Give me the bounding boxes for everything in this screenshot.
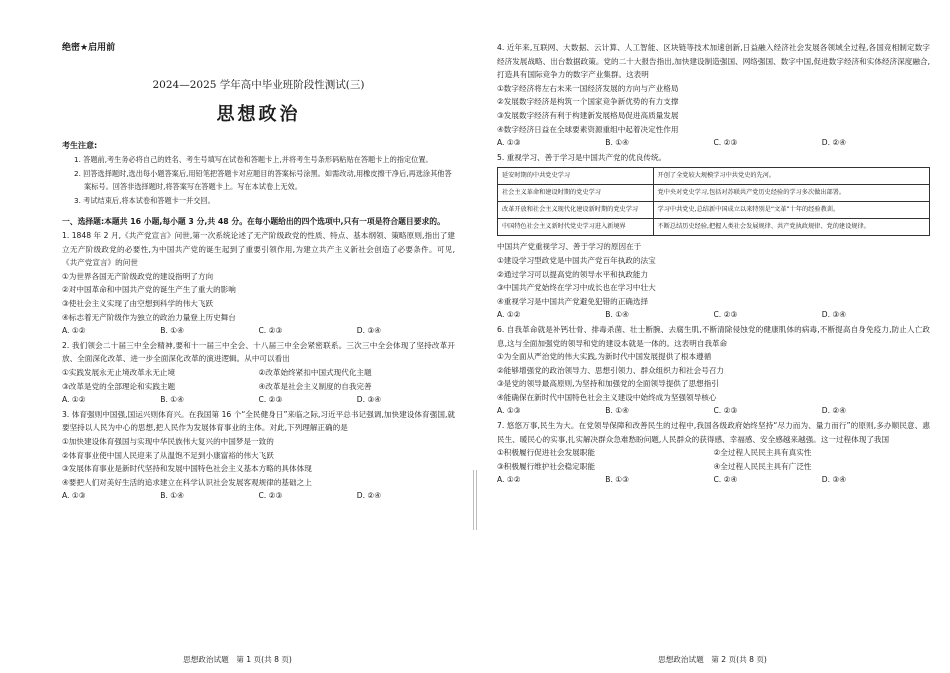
choice-a: A. ①② — [497, 475, 521, 485]
choice-a: A. ①③ — [62, 491, 86, 501]
table-cell-desc: 开创了全党较大规模学习中共党史的先河。 — [653, 168, 929, 185]
question-stem: 4. 近年来,互联网、大数据、云计算、人工智能、区块链等技术加速创新,日益融入经济社会发展各领域全过程,各国竞相制定数字经济发展战略、出台数据政策。党的二十大报告指出,加快建设制造强国、网络强国、数字中国,促进数字经济和实体经济深度融合,打造具有国际竞争力的数字产业集群。这表明 — [497, 43, 930, 80]
option: ①为全面从严治党的伟大实践,为新时代中国发展提供了根本遵循 — [497, 352, 712, 362]
choice-a: A. ①② — [62, 395, 86, 405]
option: ②发展数字经济是构筑一个国家竞争新优势的有力支撑 — [497, 97, 679, 107]
table-cell-era: 中国特色社会主义新时代党史学习进入新境界 — [498, 219, 654, 236]
question-stem: 2. 我们领会二十届三中全会精神,要和十一届三中全会、十八届三中全会紧密联系。三次三中全会体现了坚持改革开放、全面深化改革、进一步全面深化改革的演进逻辑。从中可以看出 — [62, 340, 455, 364]
choice-c: C. ②③ — [258, 491, 283, 501]
table-cell-desc: 不断总结历史经验,把握人类社会发展规律、共产党执政规律、党的建设规律。 — [653, 219, 929, 236]
choice-d: D. ②④ — [821, 406, 847, 416]
option: ①建设学习型政党是中国共产党百年执政的法宝 — [497, 255, 656, 265]
option: ②改革始终紧扣中国式现代化主题 — [258, 367, 372, 377]
option: ④重视学习是中国共产党避免犯错的正确选择 — [497, 296, 649, 306]
question-3 — [62, 408, 455, 503]
answer-choices — [497, 308, 930, 322]
question-stem: 7. 悠悠万事,民生为大。在党领导保障和改善民生的过程中,我国各级政府始终坚持“尽力而为、量力而行”的原则,多办顺民意、惠民生、暖民心的实事,扎实解决群众急难愁盼问题,人民群众的获得感、幸福感、安全感越来越强。这一过程体现了我国 — [497, 421, 930, 444]
table-cell-desc: 学习中共党史,总结新中国成立以来特别是“文革”十年的经验教训。 — [653, 202, 929, 219]
option: ③使社会主义实现了由空想到科学的伟大飞跃 — [62, 298, 214, 308]
question-stem: 3. 体育强则中国强,国运兴则体育兴。在我国第 16 个“全民健身日”来临之际,习近平总书记强调,加快建设体育强国,就要坚持以人民为中心的思想,把人民作为发展体育事业的主体。对此,下列理解正确的是 — [62, 409, 455, 433]
table-row — [498, 168, 930, 185]
choice-b: B. ①④ — [605, 406, 629, 416]
choice-d: D. ②④ — [356, 491, 382, 501]
answer-choices — [497, 136, 930, 150]
option: ②通过学习可以提高党的领导水平和执政能力 — [497, 269, 649, 279]
option: ④标志着无产阶级作为独立的政治力量登上历史舞台 — [62, 312, 236, 322]
option: ①实践发展永无止境改革永无止境 — [62, 367, 176, 377]
notice-item: 1. 答题前,考生务必将自己的姓名、考生号填写在试卷和答题卡上,并将考生号条形码粘贴在答题卡上的指定位置。 — [74, 155, 433, 164]
choice-b: B. ①④ — [605, 310, 629, 320]
choice-c: C. ②③ — [258, 326, 283, 336]
question-1 — [62, 229, 455, 338]
question-lead: 中国共产党重视学习、善于学习的原因在于 — [497, 242, 642, 252]
table-row — [498, 202, 930, 219]
option: ③中国共产党始终在学习中成长也在学习中壮大 — [497, 283, 656, 293]
notice-list — [62, 153, 455, 207]
option: ④全过程人民民主具有广泛性 — [713, 461, 812, 471]
option: ③发展数字经济有利于构建新发展格局促进高质量发展 — [497, 110, 679, 120]
choice-d: D. ②④ — [821, 138, 847, 148]
option: ④改革是社会主义制度的自我完善 — [258, 381, 372, 391]
exam-title: 2024—2025 学年高中毕业班阶段性测试(三) — [152, 79, 365, 91]
secret-mark: 绝密★启用前 — [62, 43, 116, 53]
question-stem: 1. 1848 年 2 月,《共产党宣言》问世,第一次系统论述了无产阶级政党的性质、特点、基本纲领、策略原则,指出了建立无产阶级政党的必要性,为中国共产党的诞生起到了重要引领作用,为建立共产主义新社会创造了必要条件。可见,《共产党宣言》的问世 — [62, 231, 455, 268]
question-5 — [497, 151, 930, 322]
choice-b: B. ①④ — [160, 326, 184, 336]
history-table — [497, 167, 930, 236]
question-stem: 6. 自我革命就是补钙壮骨、排毒杀菌、壮士断腕、去腐生肌,不断清除侵蚀党的健康肌体的病毒,不断提高自身免疫力,防止人亡政息,这与全面加强党的领导和党的建设本就是一体的。这表明自我革命 — [497, 324, 930, 348]
notice-heading: 考生注意: — [62, 141, 98, 150]
question-6 — [497, 323, 930, 418]
question-2 — [62, 339, 455, 407]
page-2 — [475, 0, 950, 673]
answer-choices — [497, 404, 930, 418]
option-grid — [62, 366, 455, 393]
question-7 — [497, 419, 930, 487]
choice-b: B. ①④ — [160, 491, 184, 501]
choice-d: D. ③④ — [356, 326, 382, 336]
answer-choices — [62, 324, 455, 338]
option: ④数字经济日益在全球要素资源重组中起着决定性作用 — [497, 124, 679, 134]
question-4 — [497, 41, 930, 150]
table-cell-era: 社会主义革命和建设时期的党史学习 — [498, 185, 654, 202]
choice-b: B. ①④ — [160, 395, 184, 405]
option: ③发展体育事业是新时代坚持和发展中国特色社会主义基本方略的具体体现 — [62, 464, 312, 474]
choice-c: C. ②③ — [258, 395, 283, 405]
choice-d: D. ③④ — [821, 475, 847, 485]
answer-choices — [62, 489, 455, 503]
choice-c: C. ②④ — [713, 475, 738, 485]
table-row — [498, 185, 930, 202]
choice-c: C. ②③ — [713, 310, 738, 320]
option: ②能够增强党的政治领导力、思想引领力、群众组织力和社会号召力 — [497, 365, 725, 375]
table-cell-era: 改革开放和社会主义现代化建设新时期的党史学习 — [498, 202, 654, 219]
option: ③积极履行维护社会稳定职能 — [497, 461, 595, 471]
option-grid — [497, 446, 930, 473]
section-heading: 一、选择题:本题共 16 小题,每小题 3 分,共 48 分。在每小题给出的四个选项中,只有一项是符合题目要求的。 — [62, 217, 445, 226]
question-stem: 5. 重视学习、善于学习是中国共产党的优良传统。 — [497, 152, 667, 162]
choice-b: B. ①③ — [605, 475, 629, 485]
choice-b: B. ①④ — [605, 138, 629, 148]
option: ②全过程人民民主具有真实性 — [713, 448, 812, 458]
page-footer: 思想政治试题 第 2 页(共 8 页) — [658, 655, 767, 664]
choice-a: A. ①② — [497, 310, 521, 320]
choice-c: C. ②③ — [713, 406, 738, 416]
option: ①为世界各国无产阶级政党的建设指明了方向 — [62, 271, 214, 281]
choice-d: D. ③④ — [356, 395, 382, 405]
table-row — [498, 219, 930, 236]
notice-item: 3. 考试结束后,将本试卷和答题卡一并交回。 — [74, 195, 215, 205]
option: ①积极履行促进社会发展职能 — [497, 448, 595, 458]
option: ④要把人们对美好生活的追求建立在科学认识社会发展客观规律的基础之上 — [62, 477, 312, 487]
option: ③改革是党的全部理论和实践主题 — [62, 381, 176, 391]
choice-c: C. ②③ — [713, 138, 738, 148]
choice-a: A. ①③ — [497, 138, 521, 148]
table-cell-desc: 党中央对党史学习,包括对苏联共产党历史经验的学习多次做出部署。 — [653, 185, 929, 202]
choice-a: A. ①② — [62, 326, 86, 336]
option: ③是党的领导最高原则,为坚持和加强党的全面领导提供了思想指引 — [497, 379, 719, 389]
option: ①数字经济将左右未来一国经济发展的方向与产业格局 — [497, 83, 679, 93]
page-footer: 思想政治试题 第 1 页(共 8 页) — [183, 655, 292, 664]
option: ①加快建设体育强国与实现中华民族伟大复兴的中国梦是一致的 — [62, 436, 274, 446]
answer-choices — [497, 473, 930, 487]
answer-choices — [62, 393, 455, 407]
choice-d: D. ③④ — [821, 310, 847, 320]
choice-a: A. ①③ — [497, 406, 521, 416]
option: ②体育事业使中国人民迎来了从温饱不足到小康富裕的伟大飞跃 — [62, 450, 274, 460]
option: ②对中国革命和中国共产党的诞生产生了重大的影响 — [62, 285, 236, 295]
notice-item: 2. 回答选择题时,选出每小题答案后,用铅笔把答题卡对应题目的答案标号涂黑。如需改动,用橡皮擦干净后,再选涂其他答案标号。回答非选择题时,将答案写在答题卡上。写在本试卷上无效。 — [74, 168, 452, 191]
subject-title: 思想政治 — [216, 104, 301, 125]
table-cell-era: 延安时期的中共党史学习 — [498, 168, 654, 185]
option: ④能确保在新时代中国特色社会主义建设中始终成为坚强领导核心 — [497, 392, 717, 402]
